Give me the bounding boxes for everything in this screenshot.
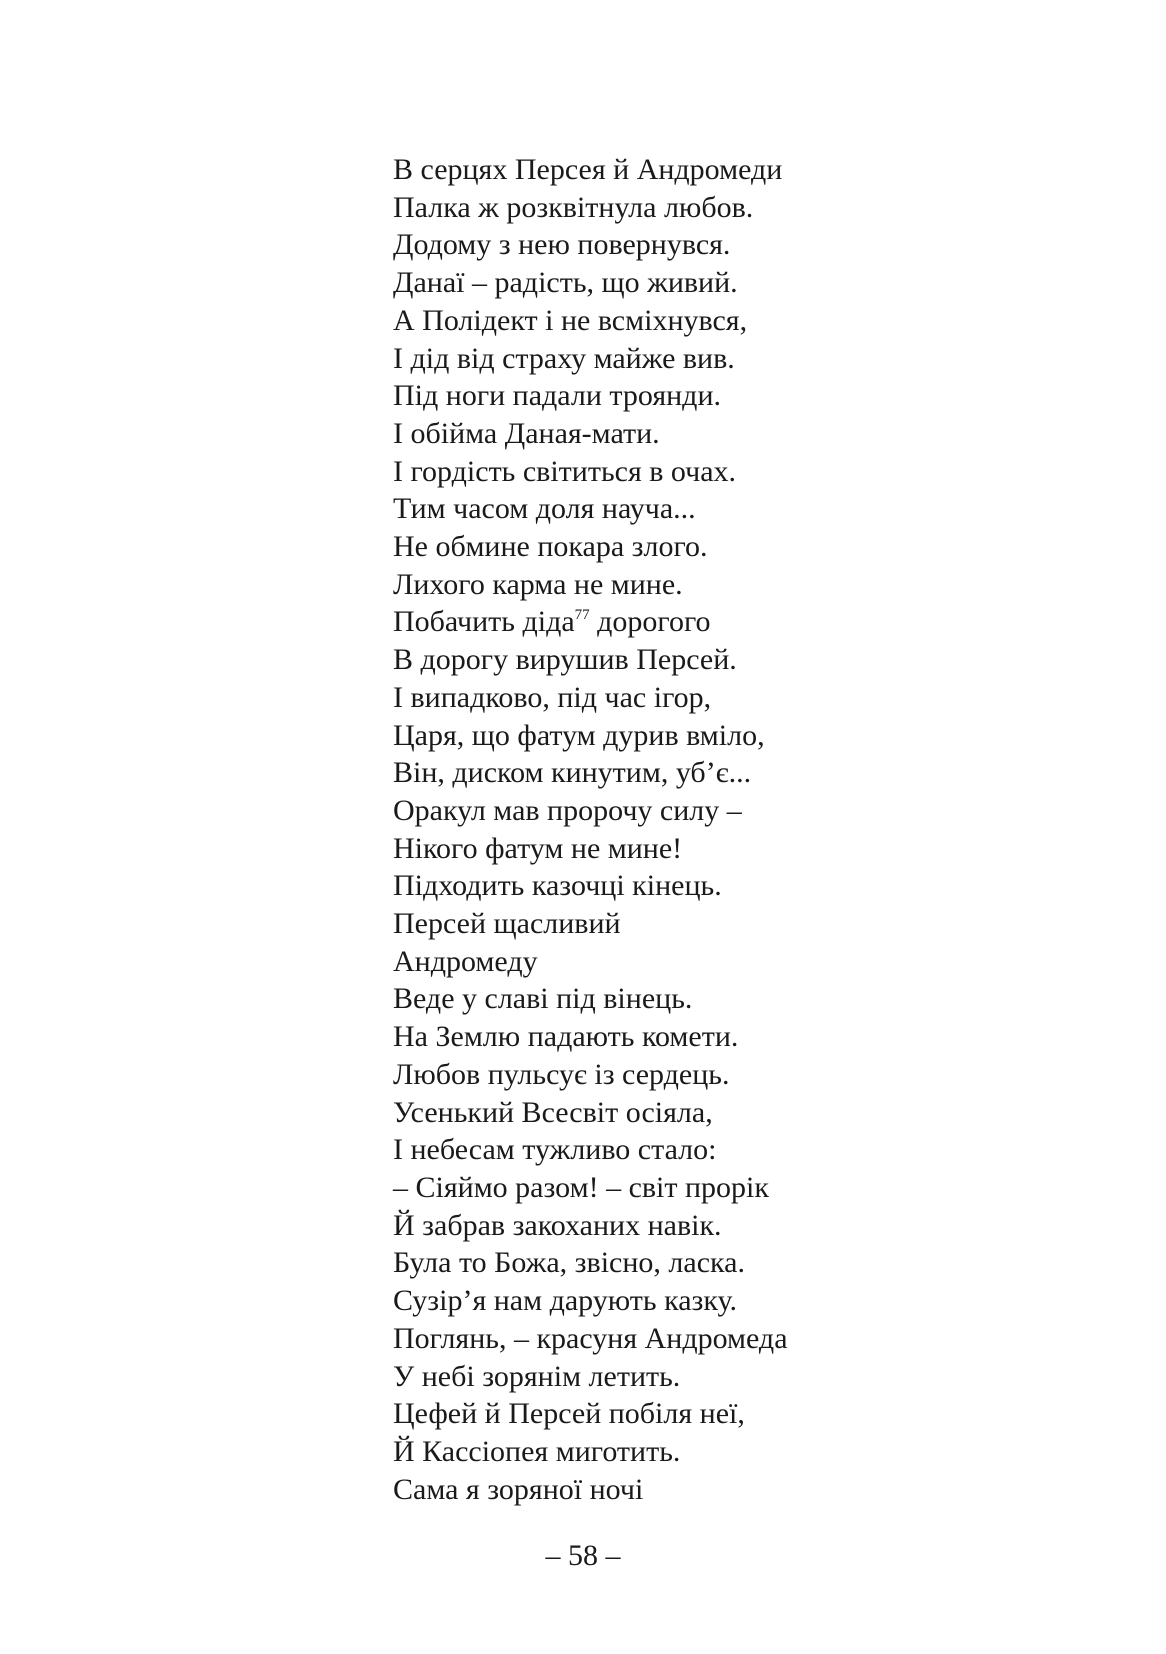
poem-line-with-footnote <box>393 603 788 641</box>
poem-line: І обійма Даная-мати. <box>393 416 660 450</box>
poem-text <box>393 151 788 1508</box>
poem-line: Підходить казочці кінець. <box>393 869 722 903</box>
poem-line: Данаї – радість, що живий. <box>393 266 738 300</box>
poem-line: Й Кассіопея миготить. <box>393 1434 681 1468</box>
poem-line: В дорогу вирушив Персей. <box>393 643 737 677</box>
poem-line: Під ноги падали троянди. <box>393 379 721 413</box>
poem-line: І випадково, під час ігор, <box>393 680 712 714</box>
poem-line: Усенький Всесвіт осіяла, <box>393 1095 713 1129</box>
poem-line: Додому з нею повернувся. <box>393 228 731 262</box>
poem-line: Веде у славі під вінець. <box>393 982 693 1016</box>
poem-line: Сузір’я нам дарують казку. <box>393 1284 738 1318</box>
poem-line: Нікого фатум не мине! <box>393 831 683 865</box>
page-number: – 58 – <box>545 1539 621 1572</box>
poem-line: Царя, що фатум дурив вміло, <box>393 718 765 752</box>
poem-line: А Полідект і не всміхнувся, <box>393 303 748 337</box>
poem-line: У небі зорянім летить. <box>393 1359 681 1393</box>
poem-line: – Сіяймо разом! – світ прорік <box>393 1170 769 1204</box>
poem-line: І дід від страху майже вив. <box>393 341 735 375</box>
poem-line-head: Побачить діда <box>393 605 575 639</box>
poem-line: Була то Божа, звісно, ласка. <box>393 1246 745 1280</box>
poem-line: Лихого карма не мине. <box>393 567 683 601</box>
poem-line: Оракул мав пророчу силу – <box>393 793 742 827</box>
poem-line-tail: дорогого <box>589 605 711 639</box>
poem-line: Сама я зоряної ночі <box>393 1472 644 1506</box>
poem-line: Він, диском кинутим, уб’є... <box>393 756 752 790</box>
poem-line: Андромеду <box>393 944 538 978</box>
poem-line: Тим часом доля науча... <box>393 492 696 526</box>
poem-line: І гордість світиться в очах. <box>393 454 737 488</box>
poem-line: Цефей й Персей побіля неї, <box>393 1397 745 1431</box>
poem-line: Поглянь, – красуня Андромеда <box>393 1321 788 1355</box>
footnote-mark[interactable]: 77 <box>574 607 590 624</box>
poem-line: В серцях Персея й Андромеди <box>393 153 783 186</box>
poem-line: На Землю падають комети. <box>393 1020 739 1054</box>
poem-line: Не обмине покара злого. <box>393 530 708 564</box>
poem-line: Й забрав закоханих навік. <box>393 1208 722 1242</box>
poem-line: Любов пульсує із сердець. <box>393 1057 730 1091</box>
poem-line: Персей щасливий <box>393 907 621 941</box>
poem-line: І небесам тужливо стало: <box>393 1133 717 1167</box>
poem-line: Палка ж розквітнула любов. <box>393 190 754 224</box>
